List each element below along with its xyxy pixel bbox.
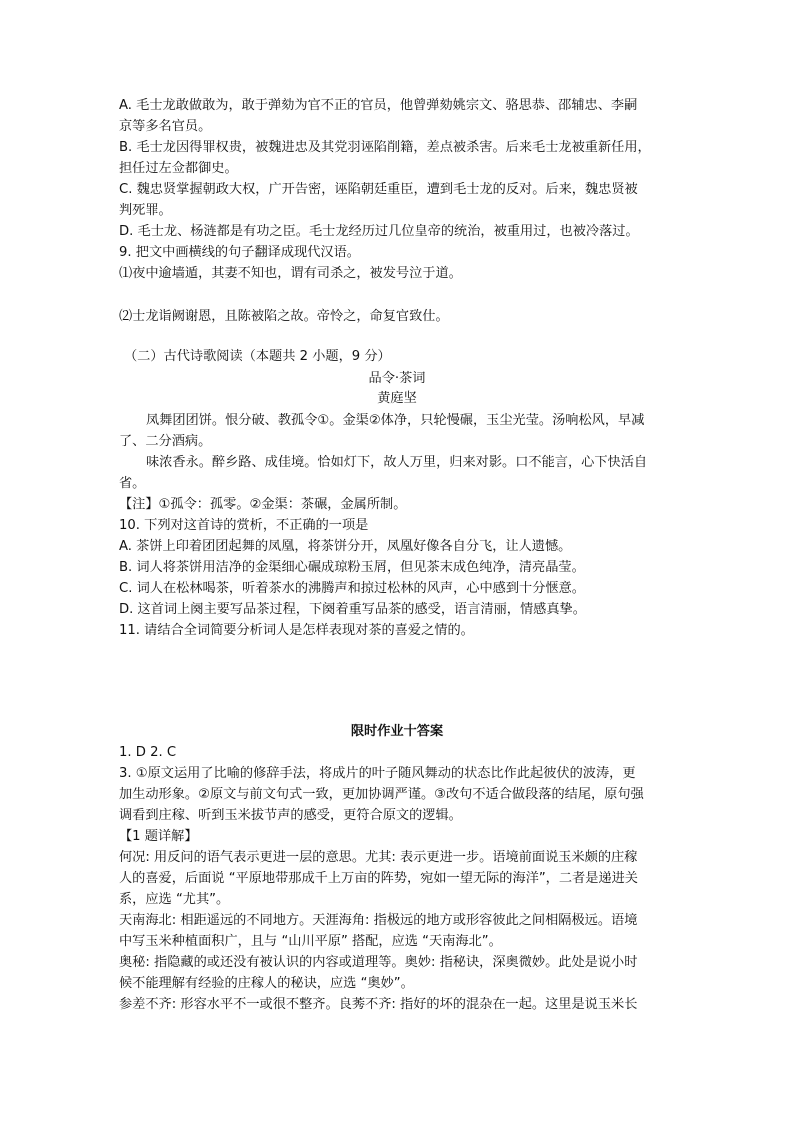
q8-option-b-line1: B. 毛士龙因得罪权贵，被魏进忠及其党羽诬陷削籍，差点被杀害。后来毛士龙被重新任用，: [119, 140, 651, 155]
q8-option-d: D. 毛士龙、杨涟都是有功之臣。毛士龙经历过几位皇帝的统治，被重用过，也被冷落过。: [119, 224, 639, 239]
q8-option-a-line2: 京等多名官员。: [119, 119, 212, 134]
section-heading: （二）古代诗歌阅读（本题共 2 小题，9 分）: [124, 349, 391, 364]
q10-stem: 10. 下列对这首诗的赏析，不正确的一项是: [119, 518, 369, 533]
q9-sentence-2: ⑵士龙诣阙谢恩，且陈被陷之故。帝怜之，命复官致仕。: [119, 309, 449, 324]
q10-option-a: A. 茶饼上印着团团起舞的凤凰，将茶饼分开，凤凰好像各自分飞，让人遗憾。: [119, 539, 572, 554]
answer-q3-line2: 加生动形象。②原文与前文句式一致，更加协调严谨。③改句不适合做段落的结尾，原句强: [119, 787, 644, 802]
detail-para3-line1: 奥秘: 指隐藏的或还没有被认识的内容或道理等。奥妙: 指秘诀，深奥微妙。此处是说小时: [119, 955, 638, 970]
detail-para2-line2: 中写玉米种植面积广，且与 “山川平原” 搭配，应选 “天南海北”。: [119, 934, 502, 949]
poem-author: 黄庭坚: [377, 391, 417, 406]
q10-option-d: D. 这首词上阕主要写品茶过程，下阕着重写品茶的感受，语言清丽，情感真挚。: [119, 602, 586, 617]
detail-para4-line1: 参差不齐: 形容水平不一或很不整齐。良莠不齐: 指好的坏的混杂在一起。这里是说玉米长: [119, 997, 638, 1012]
poem-stanza2-line1: 味浓香永。醉乡路、成佳境。恰如灯下，故人万里，归来对影。口不能言，心下快活自: [146, 455, 648, 470]
answer-q3-line3: 调看到庄稼、听到玉米拔节声的感受，更符合原文的逻辑。: [119, 808, 462, 823]
q9-sentence-1: ⑴夜中逾墙遁，其妻不知也，谓有司杀之，被发号泣于道。: [119, 266, 462, 281]
q10-option-b: B. 词人将茶饼用洁净的金渠细心碾成琼粉玉屑，但见茶末成色纯净，清亮晶莹。: [119, 560, 585, 575]
poem-stanza2-line2: 省。: [119, 476, 146, 491]
detail-para1-line2: 人的喜爱，后面说 “平原地带那成千上万亩的阵势，宛如一望无际的海洋”，二者是递进关: [119, 871, 638, 886]
detail-para3-line2: 候不能理解有经验的庄稼人的秘诀，应选 “奥妙”。: [119, 976, 414, 991]
poem-title: 品令·茶词: [368, 371, 426, 386]
detail-para1-line3: 系，应选 “尤其”。: [119, 892, 230, 907]
poem-stanza1-line1: 凤舞团团饼。恨分破、教孤令①。金渠②体净，只轮慢碾，玉尘光莹。汤响松风，早减: [146, 413, 645, 428]
answers-title: 限时作业十答案: [350, 724, 444, 739]
detail-para1-line1: 何况: 用反问的语气表示更进一层的意思。尤其: 表示更进一步。语境前面说玉米颇的庄稼: [119, 850, 638, 865]
q8-option-c-line2: 判死罪。: [119, 203, 172, 218]
q11-stem: 11. 请结合全词简要分析词人是怎样表现对茶的喜爱之情的。: [119, 623, 474, 638]
q1-detail-heading: 【1 题详解】: [119, 829, 198, 844]
q8-option-a-line1: A. 毛士龙敢做敢为，敢于弹劾为官不正的官员，他曾弹劾姚宗文、骆思恭、邵辅忠、李嗣: [119, 98, 638, 113]
detail-para2-line1: 天南海北: 相距遥远的不同地方。天涯海角: 指极远的地方或形容彼此之间相隔极远。语境: [119, 913, 638, 928]
q9-stem: 9. 把文中画横线的句子翻译成现代汉语。: [119, 245, 360, 260]
poem-note: 【注】①孤令：孤零。②金渠：茶碾，金属所制。: [119, 497, 407, 512]
poem-stanza1-line2: 了、二分酒病。: [119, 434, 212, 449]
q10-option-c: C. 词人在松林喝茶，听着茶水的沸腾声和掠过松林的风声，心中感到十分惬意。: [119, 581, 585, 596]
answer-q3-line1: 3. ①原文运用了比喻的修辞手法，将成片的叶子随风舞动的状态比作此起彼伏的波涛，更: [119, 766, 636, 781]
answers-q1-q2: 1. D 2. C: [119, 745, 177, 760]
q8-option-c-line1: C. 魏忠贤掌握朝政大权，广开告密，诬陷朝廷重臣，遭到毛士龙的反对。后来，魏忠贤被: [119, 182, 638, 197]
q8-option-b-line2: 担任过左佥都御史。: [119, 161, 238, 176]
